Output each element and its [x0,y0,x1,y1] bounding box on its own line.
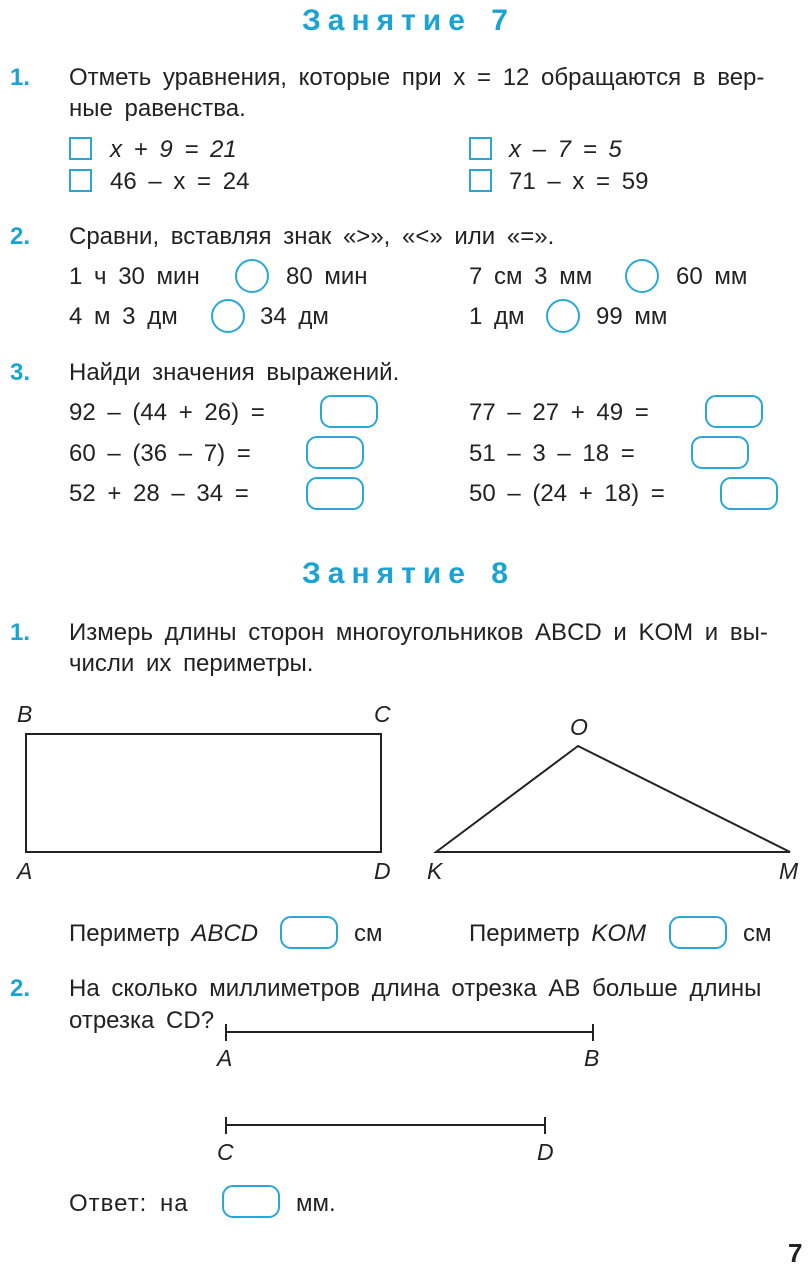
equation: 71 – x = 59 [509,168,649,195]
compare-right: 34 дм [260,303,329,330]
polygon-name-abcd: ABCD [191,920,259,947]
task-number: 2. [10,975,31,1002]
task-number: 2. [10,223,31,250]
task-text: числи их периметры. [69,650,314,677]
segment-label-c: C [217,1139,234,1165]
unit-label: см [354,920,383,947]
segment-label-b: B [584,1045,600,1071]
expression: 92 – (44 + 26) = [69,399,265,426]
answer-unit: мм. [296,1190,336,1217]
task-text: На сколько миллиметров длина отрезка AB больше длины [69,975,762,1002]
segment-label-d: D [537,1139,554,1165]
task-number: 1. [10,619,31,646]
perimeter-abcd-answer-box[interactable] [280,916,338,949]
rectangle-abcd [26,734,381,852]
expression: 77 – 27 + 49 = [469,399,649,426]
expression: 51 – 3 – 18 = [469,440,635,467]
lesson-7-title: Занятие 7 [302,4,515,37]
equation: x – 7 = 5 [509,136,622,163]
expression: 60 – (36 – 7) = [69,440,251,467]
task-text: Отметь уравнения, которые при x = 12 обращаются в вер- [69,64,765,91]
compare-left: 1 ч 30 мин [69,263,200,290]
task-text: Найди значения выражений. [69,359,400,386]
vertex-label-b: B [17,701,33,727]
vertex-label-o: O [570,714,588,740]
expression: 52 + 28 – 34 = [69,480,249,507]
equation: x + 9 = 21 [110,136,237,163]
compare-right: 60 мм [676,263,748,290]
vertex-label-d: D [374,858,391,884]
compare-left: 4 м 3 дм [69,303,178,330]
compare-right: 99 мм [596,303,668,330]
perimeter-label [69,922,258,946]
vertex-label-m: M [779,858,799,884]
answer-box[interactable] [222,1185,280,1218]
compare-left: 7 см 3 мм [469,263,593,290]
task-text: ные равенства. [69,95,246,122]
page-number: 7 [788,1238,803,1268]
task-number: 1. [10,64,31,91]
task-text: отрезка CD? [69,1007,215,1034]
unit-label: см [743,920,772,947]
answer-prefix: Ответ: на [69,1190,189,1217]
perimeter-label [469,922,646,946]
task-text: Измерь длины сторон многоугольников ABCD и KOM и вы- [69,619,768,646]
perimeter-word: Периметр [69,920,180,947]
task-text: Сравни, вставляя знак «>», «<» или «=». [69,223,555,250]
polygon-name-kom: KOM [591,920,647,947]
triangle-kom [436,746,790,852]
perimeter-kom-answer-box[interactable] [669,916,727,949]
segment-label-a: A [217,1045,233,1071]
task-number: 3. [10,359,31,386]
lesson-8-title: Занятие 8 [302,557,515,590]
perimeter-word: Периметр [469,920,580,947]
expression: 50 – (24 + 18) = [469,480,665,507]
vertex-label-k: K [427,858,443,884]
compare-left: 1 дм [469,303,525,330]
vertex-label-a: A [17,858,33,884]
vertex-label-c: C [374,701,391,727]
equation: 46 – x = 24 [110,168,250,195]
compare-right: 80 мин [286,263,368,290]
